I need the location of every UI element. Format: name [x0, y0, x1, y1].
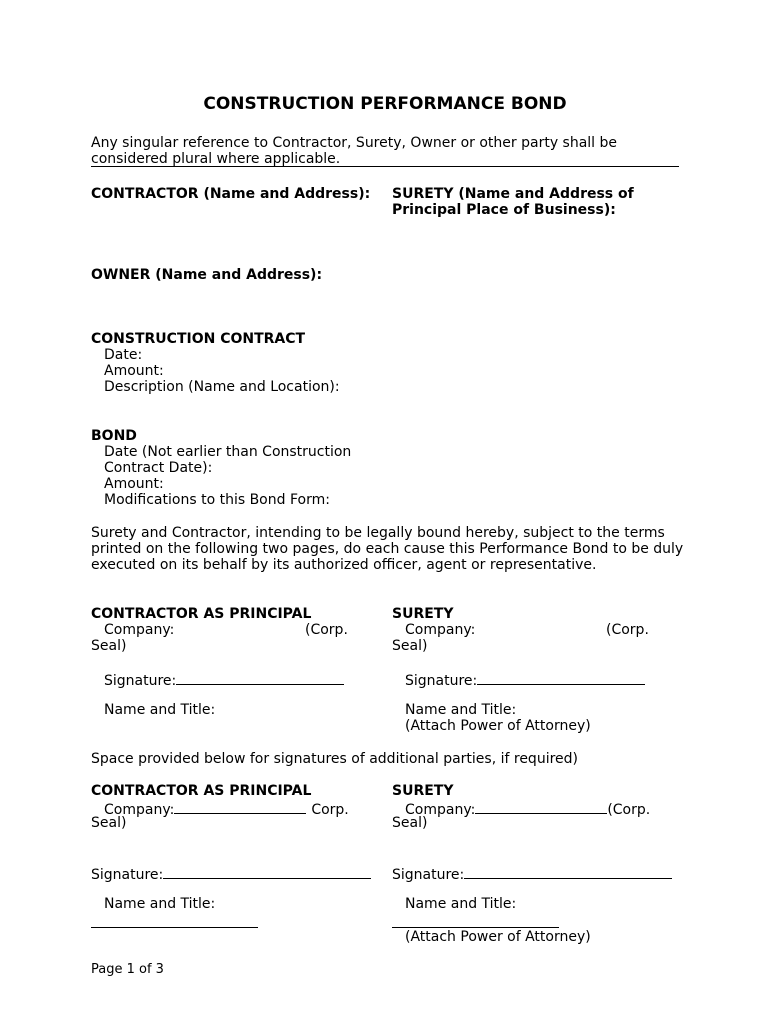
document-title: CONSTRUCTION PERFORMANCE BOND [203, 94, 567, 114]
contractor-name-title-label: Name and Title: [104, 702, 216, 718]
contractor-seal-label: Seal) [91, 638, 127, 654]
statement-line-3: executed on its behalf by its authorized officer, agent or representative. [91, 557, 597, 573]
company-label: Company: [104, 802, 175, 818]
bond-heading: BOND [91, 428, 137, 444]
statement-line-2: printed on the following two pages, do each cause this Performance Bond to be duly [91, 541, 684, 557]
additional-surety-name-title-label: Name and Title: [405, 896, 517, 912]
signature-label: Signature: [392, 867, 465, 883]
additional-contractor-signature-field[interactable] [91, 864, 371, 883]
bond-date-line-2: Contract Date): [104, 460, 213, 476]
statement-line-1: Surety and Contractor, intending to be legally bound hereby, subject to the terms [91, 525, 665, 541]
contractor-company-label: Company: [104, 622, 175, 638]
contractor-principal-heading: CONTRACTOR AS PRINCIPAL [91, 606, 312, 622]
surety-company-label: Company: [405, 622, 476, 638]
additional-contractor-seal-label: Seal) [91, 815, 127, 831]
signature-label: Signature: [104, 673, 177, 689]
contractor-label: CONTRACTOR (Name and Address): [91, 186, 371, 202]
bond-date-line-1: Date (Not earlier than Construction [104, 444, 352, 460]
additional-surety-attach-poa: (Attach Power of Attorney) [405, 929, 591, 945]
contractor-signature-field[interactable] [104, 670, 344, 689]
bond-modifications-label: Modifications to this Bond Form: [104, 492, 330, 508]
contractor-corp-label: (Corp. [305, 622, 348, 638]
contract-amount-label: Amount: [104, 363, 164, 379]
additional-surety-seal-label: Seal) [392, 815, 428, 831]
additional-contractor-principal-heading: CONTRACTOR AS PRINCIPAL [91, 783, 312, 799]
contract-date-label: Date: [104, 347, 143, 363]
intro-line-1: Any singular reference to Contractor, Surety, Owner or other party shall be [91, 135, 618, 151]
intro-rule [91, 166, 679, 167]
surety-signature-field[interactable] [405, 670, 645, 689]
additional-surety-name-title-line[interactable] [392, 927, 559, 928]
company-label: Company: [405, 802, 476, 818]
additional-contractor-name-title-label: Name and Title: [104, 896, 216, 912]
surety-name-title-label: Name and Title: [405, 702, 517, 718]
construction-contract-heading: CONSTRUCTION CONTRACT [91, 331, 306, 347]
bond-amount-label: Amount: [104, 476, 164, 492]
additional-surety-heading: SURETY [392, 783, 454, 799]
owner-label: OWNER (Name and Address): [91, 267, 323, 283]
signature-label: Signature: [91, 867, 164, 883]
page-number: Page 1 of 3 [91, 962, 164, 977]
signature-line [176, 670, 344, 685]
surety-seal-label: Seal) [392, 638, 428, 654]
additional-surety-company-field[interactable] [405, 799, 650, 818]
surety-label-line-1: SURETY (Name and Address of [392, 186, 634, 202]
surety-heading: SURETY [392, 606, 454, 622]
contract-description-label: Description (Name and Location): [104, 379, 340, 395]
corp-label: Corp. [311, 802, 349, 818]
surety-label-line-2: Principal Place of Business): [392, 202, 616, 218]
signature-label: Signature: [405, 673, 478, 689]
company-line [475, 799, 607, 814]
additional-surety-signature-field[interactable] [392, 864, 672, 883]
intro-line-2: considered plural where applicable. [91, 151, 341, 167]
company-line [174, 799, 306, 814]
additional-contractor-name-title-line[interactable] [91, 927, 258, 928]
additional-contractor-company-field[interactable] [104, 799, 349, 818]
corp-label: (Corp. [607, 802, 651, 818]
signature-line [163, 864, 371, 879]
surety-attach-poa: (Attach Power of Attorney) [405, 718, 591, 734]
additional-parties-note: Space provided below for signatures of additional parties, if required) [91, 751, 578, 767]
signature-line [477, 670, 645, 685]
surety-corp-label: (Corp. [606, 622, 649, 638]
signature-line [464, 864, 672, 879]
